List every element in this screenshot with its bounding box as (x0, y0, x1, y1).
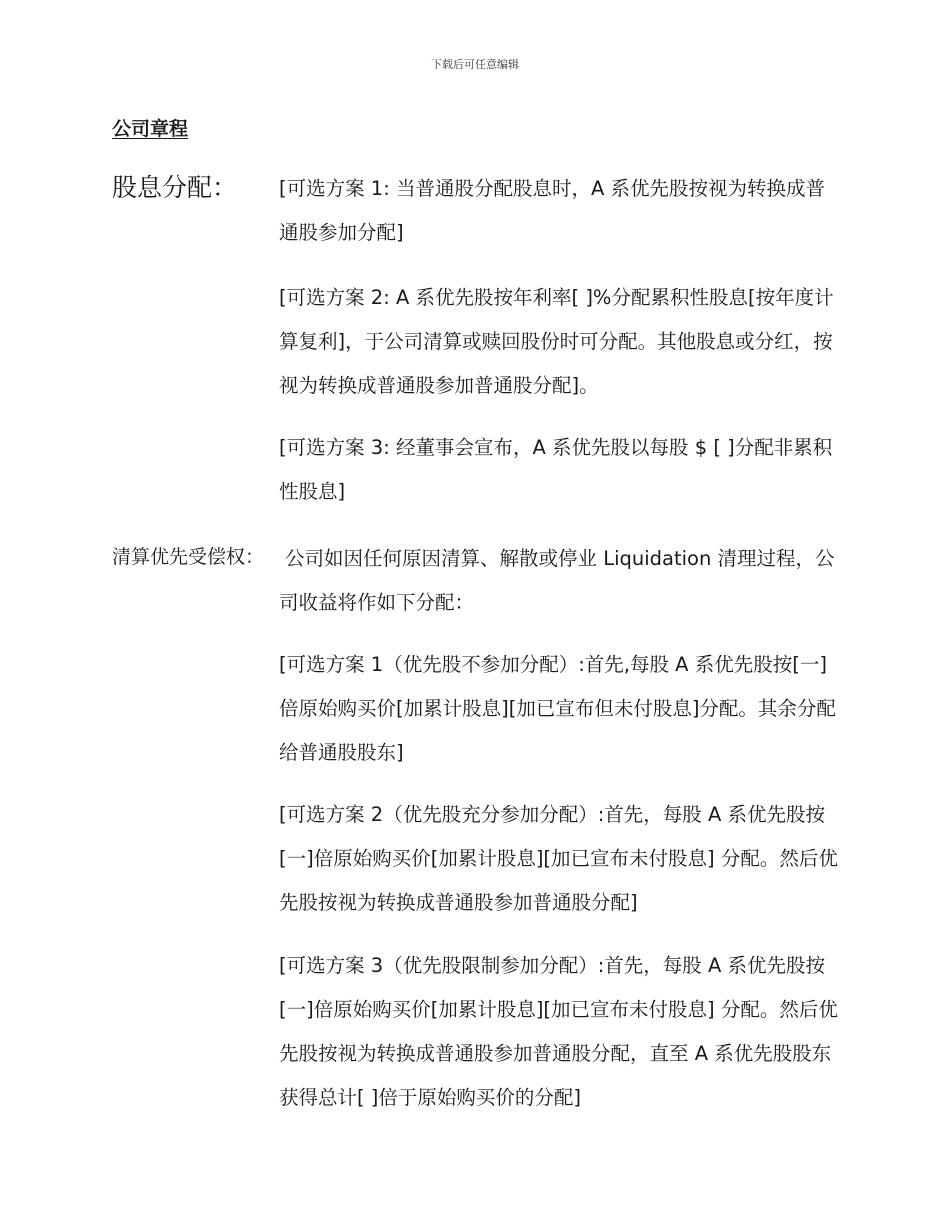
dividend-option-3: [可选方案 3: 经董事会宣布，A 系优先股以每股 $ [ ]分配非累积性股息] (279, 436, 833, 503)
page-header-note: 下载后可任意编辑 (431, 58, 519, 71)
liquidation-section-label: 清算优先受偿权： (112, 546, 265, 568)
liquidation-option-1: [可选方案 1（优先股不参加分配）:首先,每股 A 系优先股按[一]倍原始购买价[加累计股息][加已宣布但未付股息]分配。其余分配给普通股股东] (279, 653, 836, 764)
dividend-section-label: 股息分配： (112, 173, 238, 202)
liquidation-intro: 公司如因任何原因清算、解散或停业 Liquidation 清理过程，公司收益将作如下分配： (279, 547, 835, 614)
document-title: 公司章程 (112, 118, 189, 140)
dividend-option-2: [可选方案 2: A 系优先股按年利率[ ]%分配累积性股息[按年度计算复利]，于公司清算或赎回股份时可分配。其他股息或分红，按视为转换成普通股参加普通股分配]。 (279, 286, 834, 397)
dividend-option-1: [可选方案 1: 当普通股分配股息时，A 系优先股按视为转换成普通股参加分配] (279, 177, 826, 244)
liquidation-option-3: [可选方案 3（优先股限制参加分配）:首先，每股 A 系优先股按[一]倍原始购买价[加累计股息][加已宣布未付股息] 分配。然后优先股按视为转换成普通股参加普通股分配，直至 A 系优先股股东获得总计[ ]倍于原始购买价的分配] (279, 954, 838, 1109)
liquidation-option-2: [可选方案 2（优先股充分参加分配）:首先，每股 A 系优先股按[一]倍原始购买价[加累计股息][加已宣布未付股息] 分配。然后优先股按视为转换成普通股参加普通股分配] (279, 803, 838, 914)
